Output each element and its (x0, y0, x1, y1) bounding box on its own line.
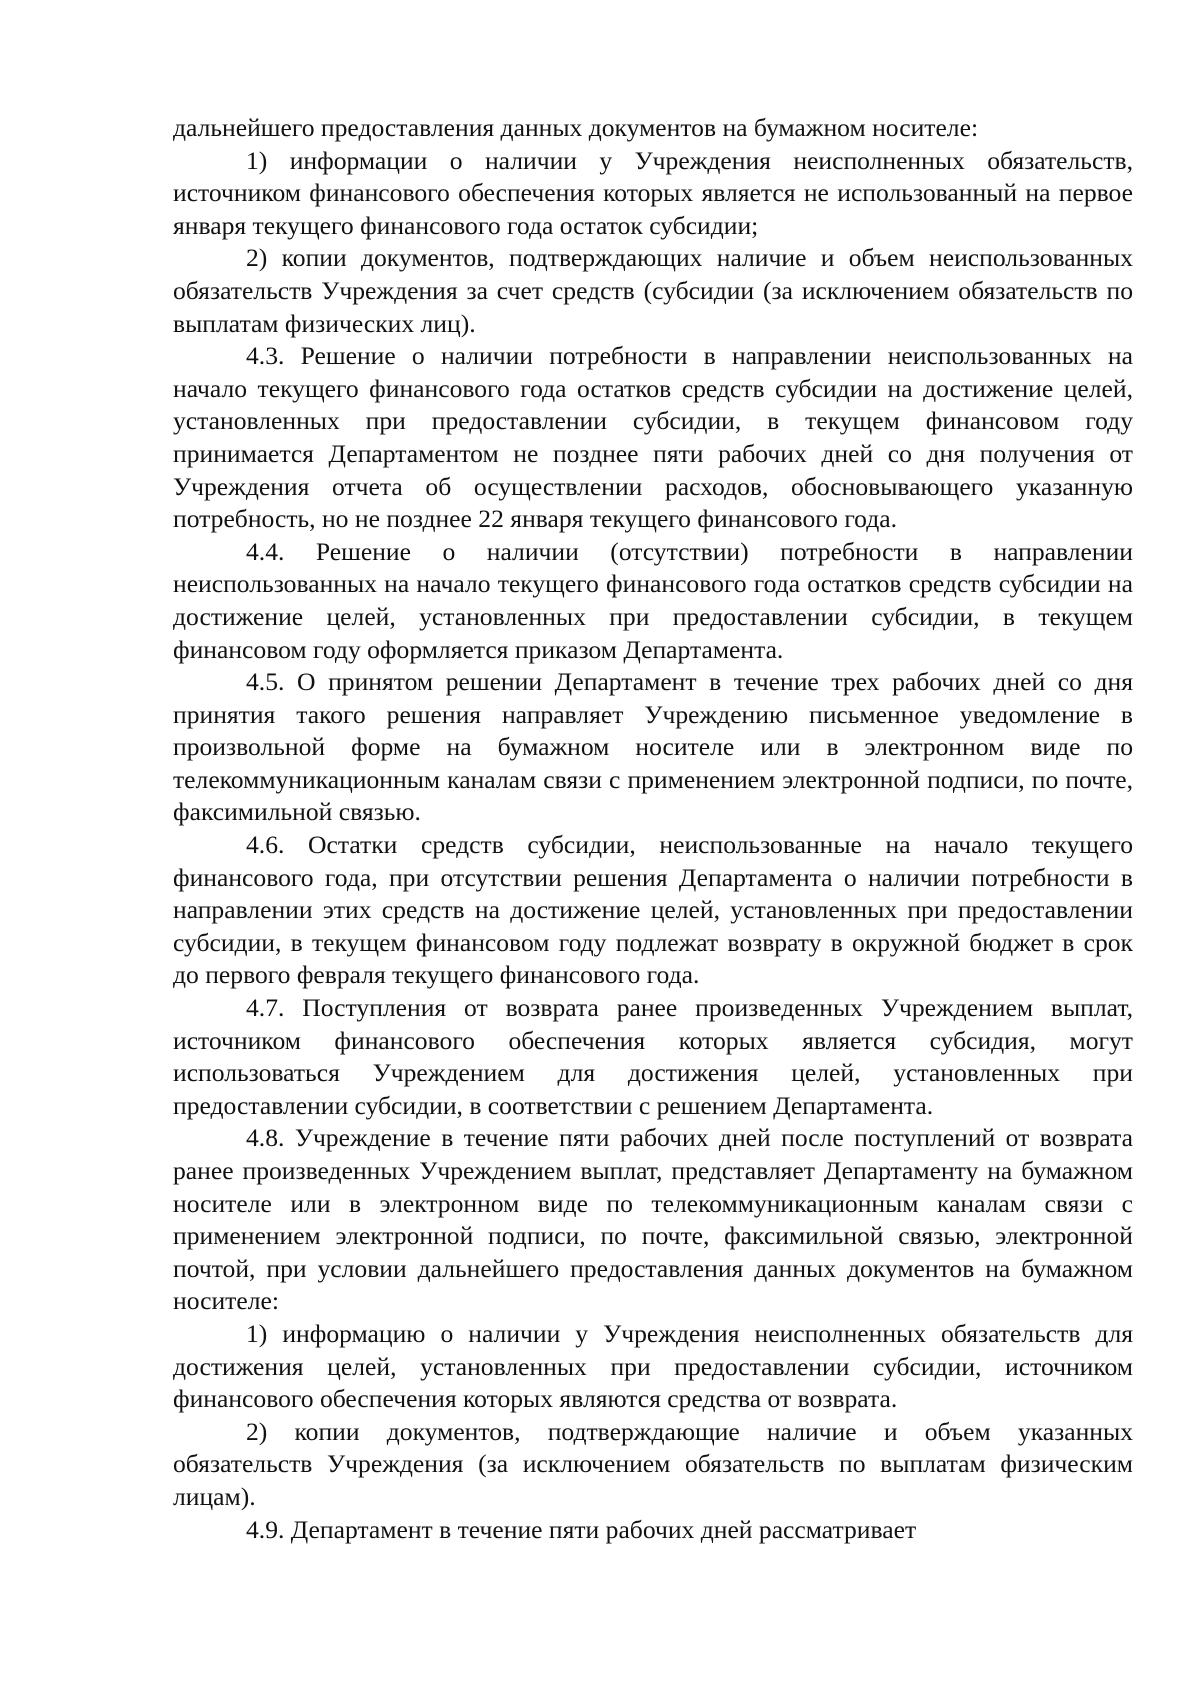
paragraph: 1) информацию о наличии у Учреждения неисполненных обязательств для достижения целей, установленных при предоставлении субсидии, источником финансового обеспечения которых являются средства от возврата. (173, 1318, 1133, 1414)
paragraph: 4.3. Решение о наличии потребности в направлении неиспользованных на начало текущего финансового года остатков средств субсидии на достижение целей, установленных при предоставлении субсидии, в текущем финансовом году принимается Департаментом не позднее пяти рабочих дней со дня получения от Учреждения отчета об осуществлении расходов, обосновывающего указанную потребность, но не позднее 22 января текущего финансового года. (173, 341, 1133, 534)
paragraph: 2) копии документов, подтверждающих наличие и объем неиспользованных обязательств Учреждения за счет средств (субсидии (за исключением обязательств по выплатам физических лиц). (173, 243, 1133, 338)
paragraph: 4.5. О принятом решении Департамент в течение трех рабочих дней со дня принятия такого решения направляет Учреждению письменное уведомление в произвольной форме на бумажном носителе или в электронном виде по телекоммуникационным каналам связи с применением электронной подписи, по почте, факсимильной связью. (173, 667, 1133, 827)
paragraph: 4.6. Остатки средств субсидии, неиспользованные на начало текущего финансового года, при отсутствии решения Департамента о наличии потребности в направлении этих средств на достижение целей, установленных при предоставлении субсидии, в текущем финансовом году подлежат возврату в окружной бюджет в срок до первого февраля текущего финансового года. (173, 830, 1133, 990)
document-page (173, 112, 1133, 1546)
paragraph: 2) копии документов, подтверждающие наличие и объем указанных обязательств Учреждения (за исключением обязательств по выплатам физическим лицам). (173, 1416, 1133, 1511)
paragraph: 4.7. Поступления от возврата ранее произведенных Учреждением выплат, источником финансового обеспечения которых является субсидия, могут использоваться Учреждением для достижения целей, установленных при предоставлении субсидии, в соответствии с решением Департамента. (173, 993, 1133, 1120)
paragraph: 4.9. Департамент в течение пяти рабочих дней рассматривает (246, 1514, 917, 1544)
paragraph: 1) информации о наличии у Учреждения неисполненных обязательств, источником финансового обеспечения которых является не использованный на первое января текущего финансового года остаток субсидии; (173, 145, 1133, 240)
paragraph: 4.8. Учреждение в течение пяти рабочих дней после поступлений от возврата ранее произведенных Учреждением выплат, представляет Департаменту на бумажном носителе или в электронном виде по телекоммуникационным каналам связи с применением электронной подписи, по почте, факсимильной связью, электронной почтой, при условии дальнейшего предоставления данных документов на бумажном носителе: (173, 1123, 1133, 1316)
paragraph: 4.4. Решение о наличии (отсутствии) потребности в направлении неиспользованных на начало текущего финансового года остатков средств субсидии на достижение целей, установленных при предоставлении субсидии, в текущем финансовом году оформляется приказом Департамента. (173, 536, 1133, 664)
paragraph: дальнейшего предоставления данных документов на бумажном носителе: (173, 113, 979, 142)
